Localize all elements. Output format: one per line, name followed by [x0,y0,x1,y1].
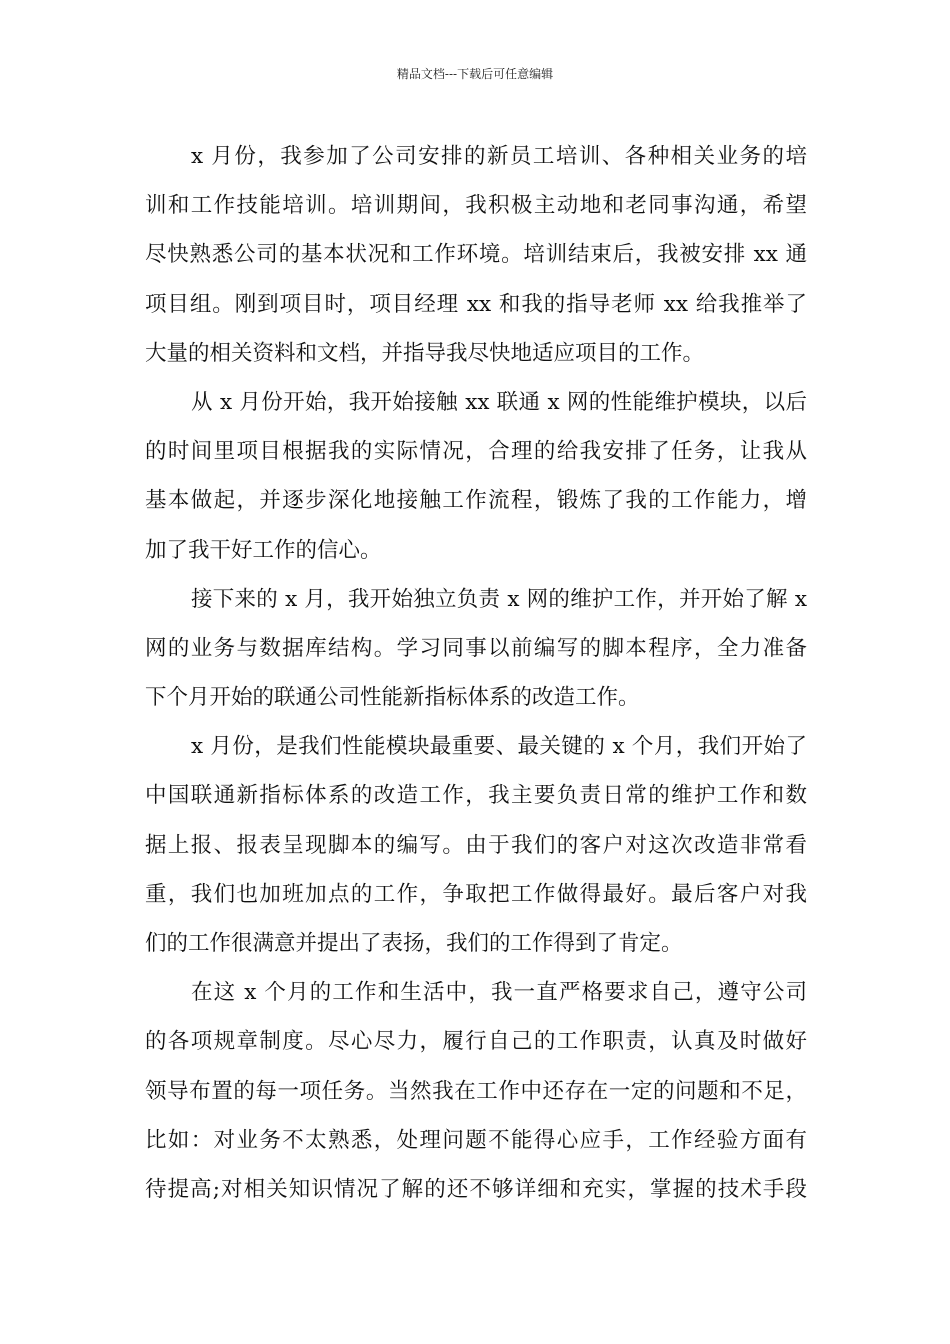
text-line: 尽快熟悉公司的基本状况和工作环境。培训结束后，我被安排 xx 通 [145,242,807,268]
text-line: 大量的相关资料和文档，并指导我尽快地适应项目的工作。 [145,340,705,366]
text-line: 待提高;对相关知识情况了解的还不够详细和充实，掌握的技术手段 [145,1176,807,1202]
paragraph [145,968,807,1214]
text-line: 重，我们也加班加点的工作，争取把工作做得最好。最后客户对我 [145,881,807,907]
text-line: 的时间里项目根据我的实际情况，合理的给我安排了任务，让我从 [145,439,807,465]
text-line: 网的业务与数据库结构。学习同事以前编写的脚本程序，全力准备 [145,635,807,661]
text-line: x 月份，我参加了公司安排的新员工培训、各种相关业务的培 [191,144,807,169]
text-line: 中国联通新指标体系的改造工作，我主要负责日常的维护工作和数 [145,783,807,809]
paragraph [145,132,807,378]
text-line: 据上报、报表呈现脚本的编写。由于我们的客户对这次改造非常看 [145,832,807,858]
text-line: x 月份，是我们性能模块最重要、最关键的 x 个月，我们开始了 [191,734,807,760]
text-line: 下个月开始的联通公司性能新指标体系的改造工作。 [145,685,640,711]
text-line: 接下来的 x 月，我开始独立负责 x 网的维护工作，并开始了解 x [191,586,807,612]
text-line: 比如：对业务不太熟悉，处理问题不能得心应手，工作经验方面有 [145,1127,807,1153]
page-header: 精品文档---下载后可任意编辑 [396,67,554,81]
text-line: 的各项规章制度。尽心尽力，履行自己的工作职责，认真及时做好 [145,1029,807,1055]
text-line: 从 x 月份开始，我开始接触 xx 联通 x 网的性能维护模块，以后 [191,389,807,415]
paragraph [145,722,807,968]
text-line: 领导布置的每一项任务。当然我在工作中还存在一定的问题和不足， [145,1078,807,1104]
text-line: 们的工作很满意并提出了表扬，我们的工作得到了肯定。 [145,931,683,956]
text-line: 基本做起，并逐步深化地接触工作流程，锻炼了我的工作能力，增 [145,488,807,514]
text-line: 项目组。刚到项目时，项目经理 xx 和我的指导老师 xx 给我推举了 [145,291,807,317]
text-line: 加了我干好工作的信心。 [145,537,382,563]
paragraph [145,575,807,723]
paragraph [145,378,807,575]
document-body [145,132,807,1214]
text-line: 训和工作技能培训。培训期间，我积极主动地和老同事沟通，希望 [145,193,807,219]
text-line: 在这 x 个月的工作和生活中，我一直严格要求自己，遵守公司 [191,980,807,1006]
